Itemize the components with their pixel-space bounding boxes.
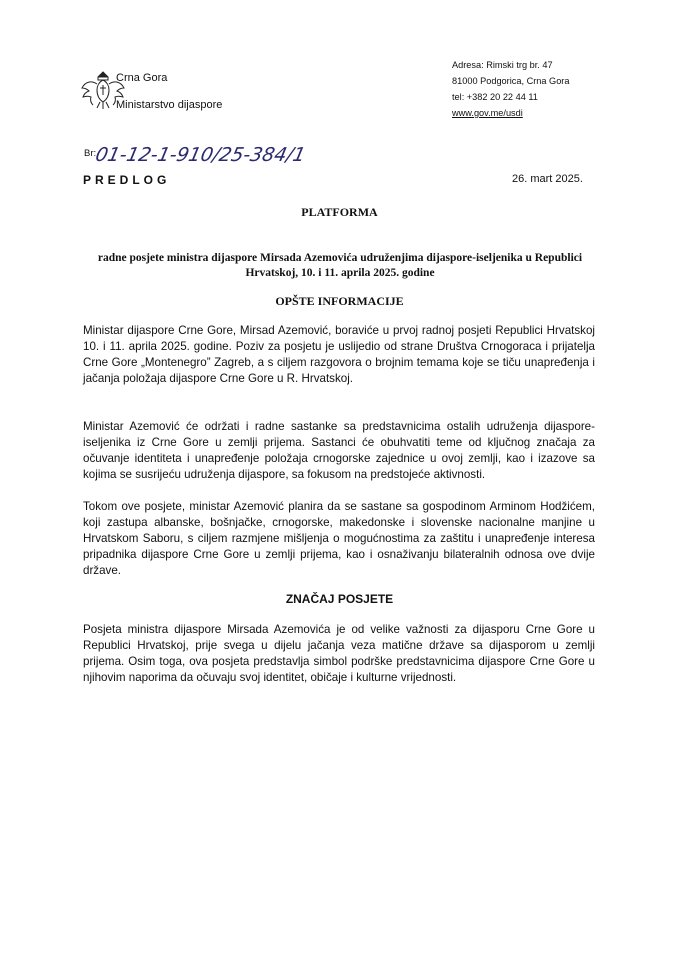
- paragraph: Ministar dijaspore Crne Gore, Mirsad Azemović, boraviće u prvoj radnoj posjeti Republici Hrvatskoj 10. i 11. aprila 2025. godine. Poziv za posjetu je uslijedio od strane Društva Crnogoraca i prijatelja Crne Gore „Montenegro” Zagreb, a s ciljem razgovora o brojnim temama koje se tiču unapređenja i jačanja položaja dijaspore Crne Gore u R. Hrvatskoj.: [83, 324, 595, 385]
- paragraph: Tokom ove posjete, ministar Azemović planira da se sastane sa gospodinom Arminom Hodžićem, koji zastupa albanske, bošnjačke, crnogorske, makedonske i slovenske nacionalne manjine u Hrvatskom Saboru, s ciljem razmjene mišljenja o mogućnostima za zaštitu i unapređenje interesa pripadnika dijaspore Crne Gore u zemlji prijema, kao i osnaživanju bilateralnih odnosa ove dvije države.: [83, 500, 595, 577]
- address-block: [452, 57, 569, 121]
- handwritten-reference-number: [93, 135, 308, 169]
- address-city: 81000 Podgorica, Crna Gora: [452, 76, 570, 86]
- website-link[interactable]: www.gov.me/usdi: [452, 108, 523, 118]
- phone: tel: +382 20 22 44 11: [452, 92, 538, 102]
- paragraph: Posjeta ministra dijaspore Mirsada Azemovića je od velike važnosti za dijasporu Crne Gore u Republici Hrvatskoj, prije svega u dijelu jačanja veza matične države sa dijasporom u zemlji prijema. Osim toga, ova posjeta predstavlja simbol podrške predstavnicima dijaspore Crne Gore u njihovim naporima da očuvaju svoj identitet, običaje i kulturne vrijednosti.: [83, 623, 595, 684]
- paragraph: Ministar Azemović će održati i radne sastanke sa predstavnicima ostalih udruženja dijaspore-iseljenika iz Crne Gore u zemlji prijema. Sastanci će obuhvatiti teme od ključnog značaja za očuvanje identiteta i unapređenje položaja crnogorske zajednice u ovoj zemlji, kao i izazove sa kojima se susrijeću udruženja dijaspore, sa fokusom na predstojeće aktivnosti.: [83, 420, 595, 481]
- reference-label: Br:: [84, 148, 97, 159]
- document-status: PREDLOG: [83, 173, 171, 187]
- section-heading-general: OPŠTE INFORMACIJE: [275, 294, 404, 308]
- document-title: PLATFORMA: [301, 205, 378, 219]
- document-subtitle: radne posjete ministra dijaspore Mirsada Azemovića udruženjima dijaspore-iseljenika u Republici Hrvatskoj, 10. i 11. aprila 2025. godine: [97, 252, 583, 279]
- reference-number-text: 01-12-1-910/25-384/1: [93, 143, 308, 166]
- ministry-name: Ministarstvo dijaspore: [116, 99, 223, 111]
- country-name: Crna Gora: [116, 72, 168, 84]
- document-date: 26. mart 2025.: [512, 173, 583, 185]
- address-line: Adresa: Rimski trg br. 47: [452, 60, 553, 70]
- section-heading-significance: ZNAČAJ POSJETE: [285, 592, 394, 606]
